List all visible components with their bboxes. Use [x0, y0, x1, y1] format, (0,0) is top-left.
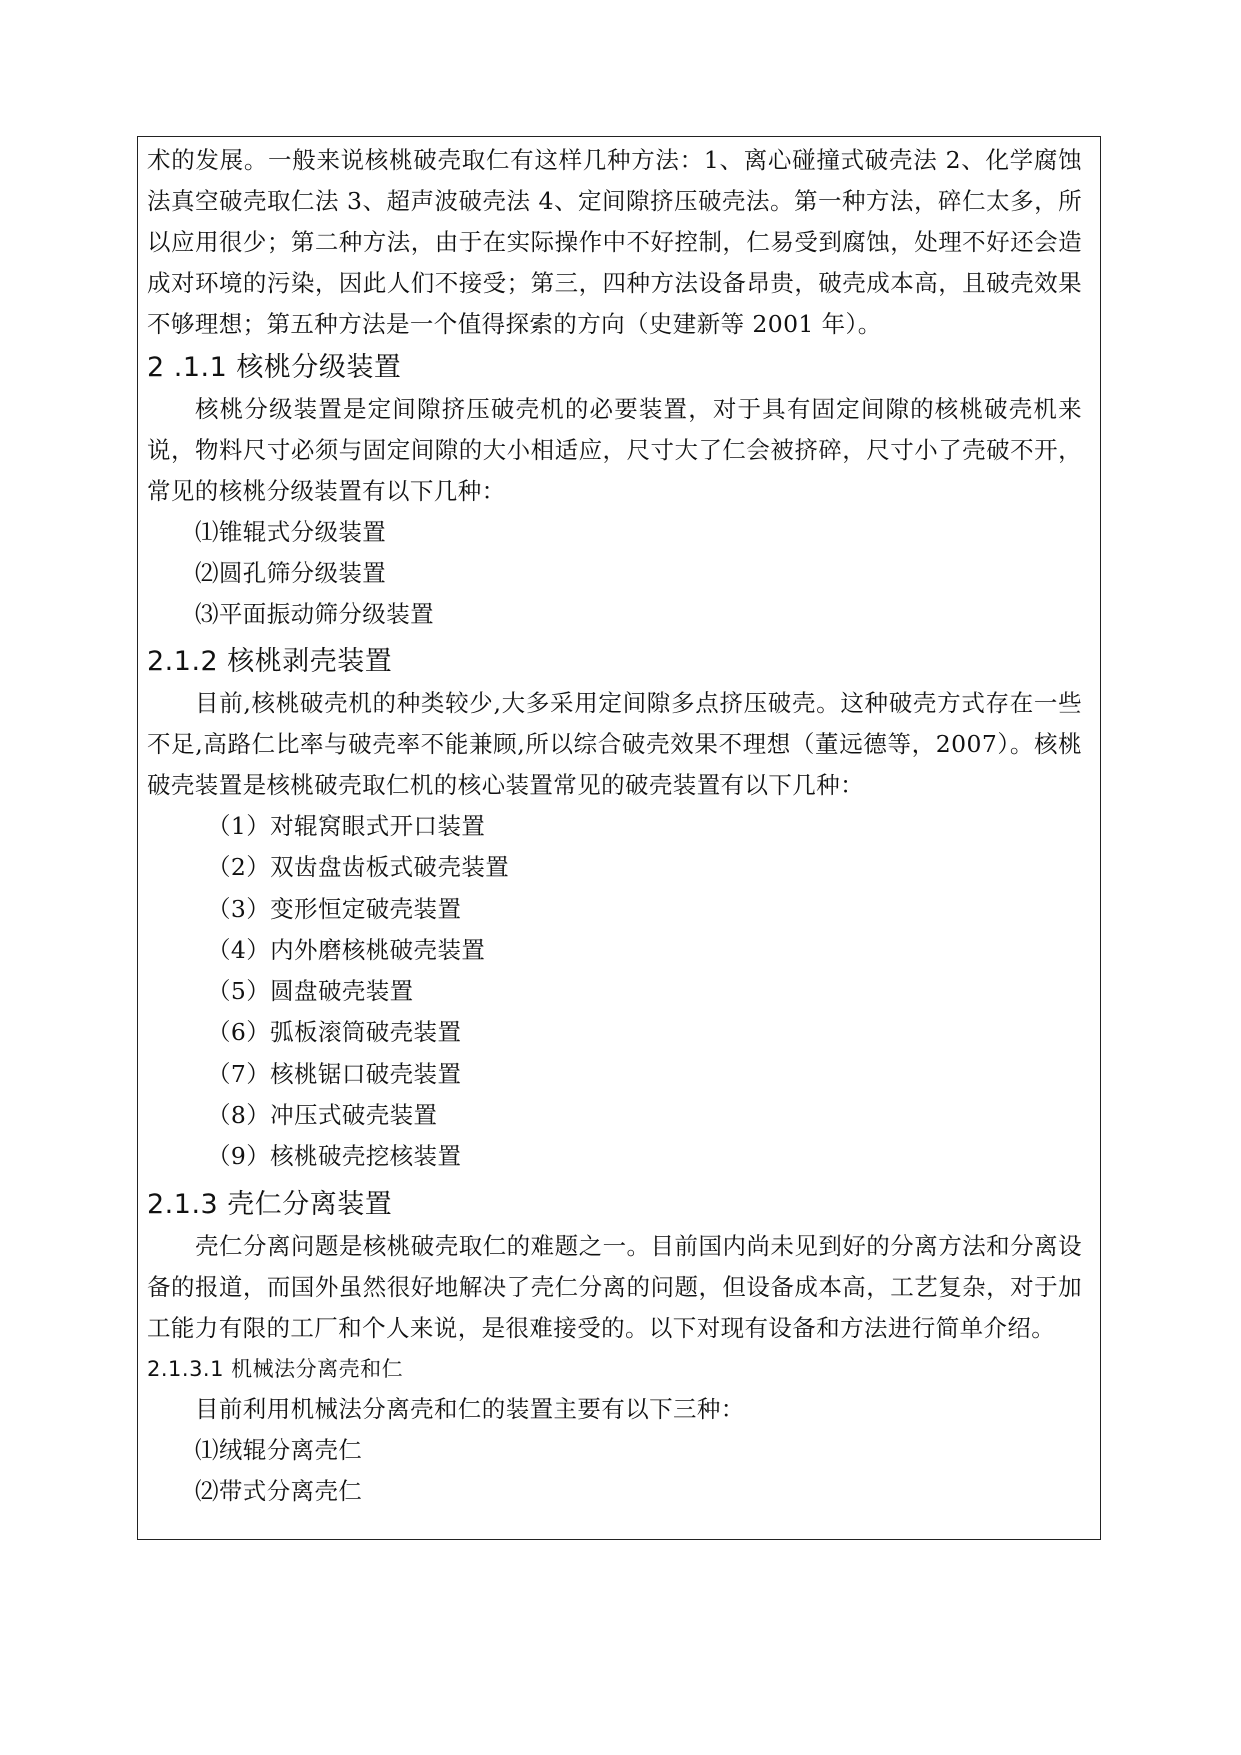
list-item: （4）内外磨核桃破壳装置 — [207, 935, 486, 964]
list-item: （3）变形恒定破壳装置 — [207, 894, 462, 923]
paragraph-2-1-3: 壳仁分离问题是核桃破壳取仁的难题之一。目前国内尚未见到好的分离方法和分离设备的报道，而国外虽然很好地解决了壳仁分离的问题，但设备成本高，工艺复杂，对于加工能力有限的工厂和个人来说，是很难接受的。以下对现有设备和方法进行简单介绍。 — [147, 1231, 1082, 1342]
list-item: ⑶平面振动筛分级装置 — [195, 600, 434, 628]
list-item: （8）冲压式破壳装置 — [207, 1101, 438, 1130]
list-2-1-1 — [147, 512, 1082, 635]
heading-2-1-1: 2 .1.1 核桃分级装置 — [147, 352, 402, 383]
list-item: （2）双齿盘齿板式破壳装置 — [207, 853, 510, 882]
list-item: （5）圆盘破壳装置 — [207, 977, 414, 1006]
list-2-1-3-1 — [147, 1430, 1082, 1512]
list-item: ⑴绒辊分离壳仁 — [195, 1435, 363, 1464]
list-item: （9）核桃破壳挖核装置 — [207, 1142, 462, 1171]
list-item: ⑴锥辊式分级装置 — [195, 518, 387, 546]
paragraph-2-1-3-1: 目前利用机械法分离壳和仁的装置主要有以下三种： — [195, 1394, 745, 1423]
paragraph-2-1-1: 核桃分级装置是定间隙挤压破壳机的必要装置，对于具有固定间隙的核桃破壳机来说，物料尺寸必须与固定间隙的大小相适应，尺寸大了仁会被挤碎，尺寸小了壳破不开，常见的核桃分级装置有以下几种： — [147, 395, 1082, 505]
heading-2-1-2: 2.1.2 核桃剥壳装置 — [147, 646, 393, 677]
intro-paragraph: 术的发展。一般来说核桃破壳取仁有这样几种方法：1、离心碰撞式破壳法 2、化学腐蚀法真空破壳取仁法 3、超声波破壳法 4、定间隙挤压破壳法。第一种方法，碎仁太多，所以应用很少；第二种方法，由于在实际操作中不好控制，仁易受到腐蚀，处理不好还会造成对环境的污染，因此人们不接受；第三，四种方法设备昂贵，破壳成本高，且破壳效果不够理想；第五种方法是一个值得探索的方向（史建新等 2001 年）。 — [147, 146, 1082, 338]
list-item: ⑵带式分离壳仁 — [195, 1476, 363, 1505]
heading-2-1-3-1: 2.1.3.1 机械法分离壳和仁 — [147, 1356, 404, 1381]
document-content — [147, 140, 1082, 1512]
list-item: （7）核桃锯口破壳装置 — [207, 1059, 462, 1088]
list-item: （1）对辊窝眼式开口装置 — [207, 812, 486, 840]
list-item: ⑵圆孔筛分级装置 — [195, 559, 387, 587]
heading-2-1-3: 2.1.3 壳仁分离装置 — [147, 1188, 393, 1220]
list-item: （6）弧板滚筒破壳装置 — [207, 1018, 462, 1047]
paragraph-2-1-2: 目前,核桃破壳机的种类较少,大多采用定间隙多点挤压破壳。这种破壳方式存在一些不足,高路仁比率与破壳率不能兼顾,所以综合破壳效果不理想（董远德等，2007）。核桃破壳装置是核桃破壳取仁机的核心装置常见的破壳装置有以下几种： — [147, 689, 1082, 799]
list-2-1-2 — [147, 806, 1082, 1178]
